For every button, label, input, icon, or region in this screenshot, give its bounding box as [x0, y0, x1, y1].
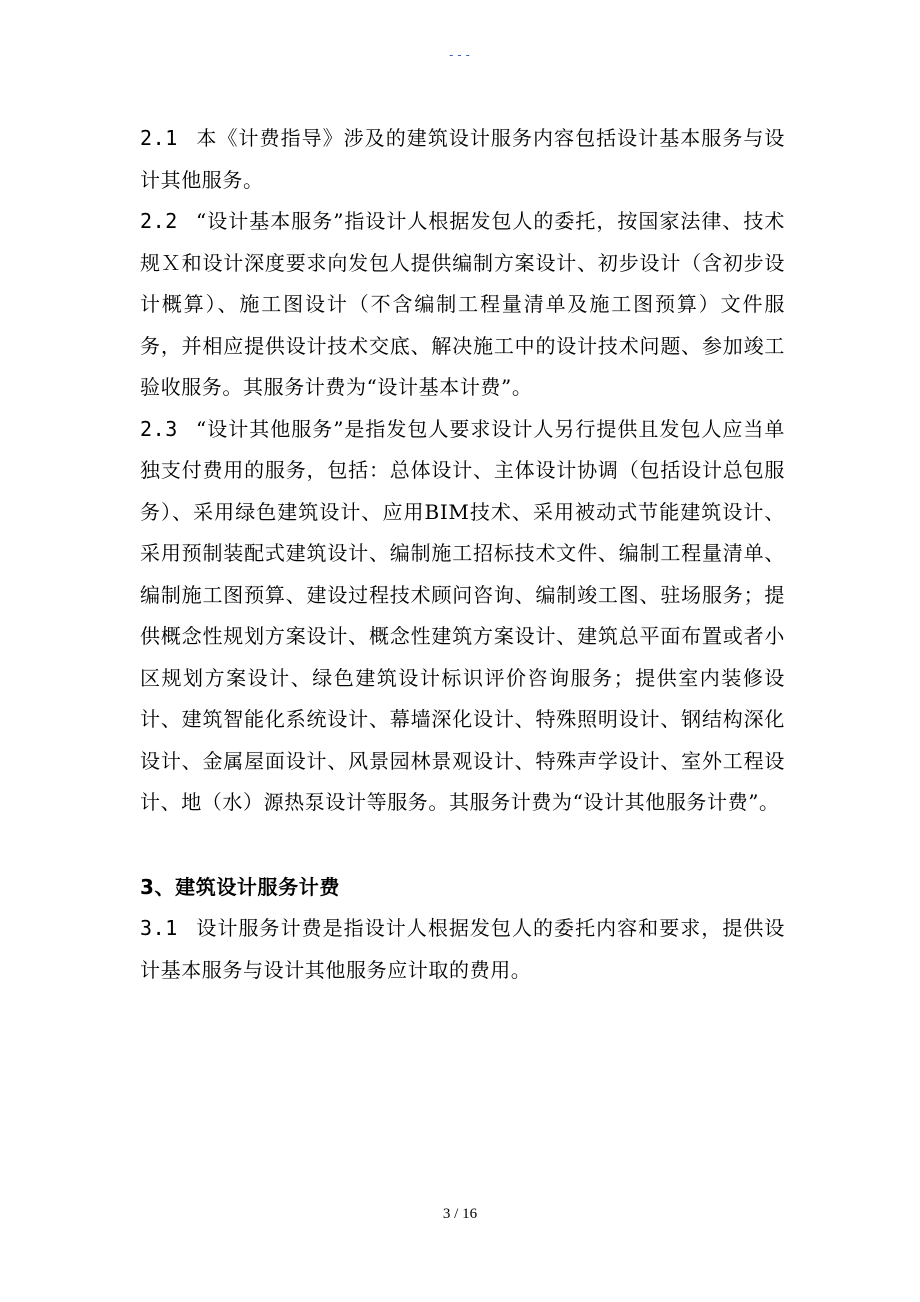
document-body	[140, 118, 785, 991]
paragraph-text: 设计服务计费是指设计人根据发包人的委托内容和要求，提供设计基本服务与设计其他服务应计取的费用。	[140, 916, 785, 982]
paragraph-3-1	[140, 908, 785, 991]
paragraph-text: “设计其他服务”是指发包人要求设计人另行提供且发包人应当单独支付费用的服务，包括：总体设计、主体设计协调（包括设计总包服务）、采用绿色建筑设计、应用BIM技术、采用被动式节能建筑设计、采用预制装配式建筑设计、编制施工招标技术文件、编制工程量清单、编制施工图预算、建设过程技术顾问咨询、编制竣工图、驻场服务；提供概念性规划方案设计、概念性建筑方案设计、建筑总平面布置或者小区规划方案设计、绿色建筑设计标识评价咨询服务；提供室内装修设计、建筑智能化系统设计、幕墙深化设计、特殊照明设计、钢结构深化设计、金属屋面设计、风景园林景观设计、特殊声学设计、室外工程设计、地（水）源热泵设计等服务。其服务计费为“设计其他服务计费”。	[140, 416, 785, 814]
section-title: 3、建筑设计服务计费	[140, 874, 340, 899]
paragraph-number: 2.2	[140, 209, 178, 233]
paragraph-text: 本《计费指导》涉及的建筑设计服务内容包括设计基本服务与设计其他服务。	[140, 126, 785, 192]
paragraph-2-2	[140, 201, 785, 409]
paragraph-number: 3.1	[140, 916, 178, 940]
paragraph-text: “设计基本服务”指设计人根据发包人的委托，按国家法律、技术规Ｘ和设计深度要求向发包人提供编制方案设计、初步设计（含初步设计概算）、施工图设计（不含编制工程量清单及施工图预算）文件服务，并相应提供设计技术交底、解决施工中的设计技术问题、参加竣工验收服务。其服务计费为“设计基本计费”。	[140, 209, 785, 399]
paragraph-number: 2.3	[140, 416, 178, 441]
paragraph-number: 2.1	[140, 126, 178, 150]
page-number: 3 / 16	[442, 1206, 478, 1222]
paragraph-2-3	[140, 409, 785, 824]
paragraph-2-1	[140, 118, 785, 201]
header-mark: ---	[447, 48, 473, 62]
